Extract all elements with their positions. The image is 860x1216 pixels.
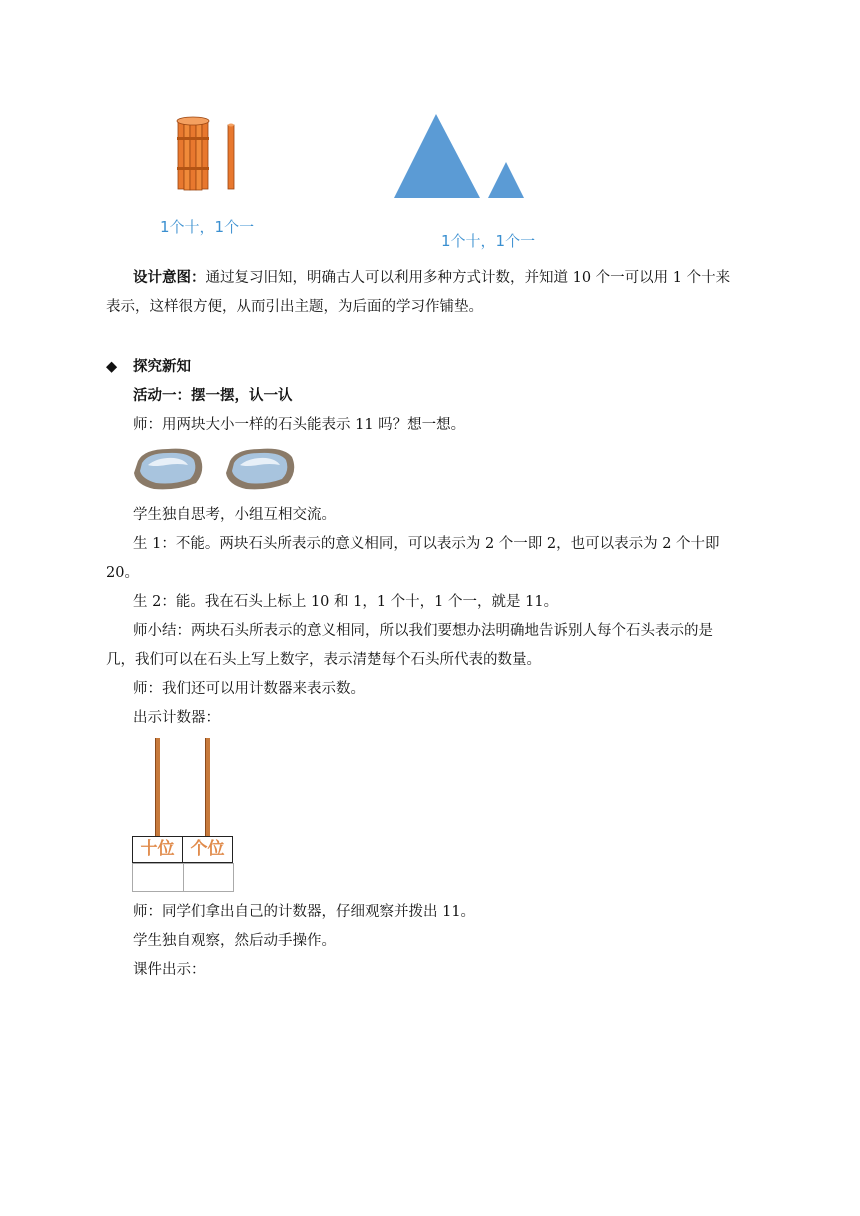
design-intent-line-1: 设计意图：通过复习旧知，明确古人可以利用多种方式计数，并知道 10 个一可以用 1 个十来 bbox=[133, 269, 731, 286]
paragraph: 学生独自思考，小组互相交流。 bbox=[133, 507, 336, 523]
paragraph: 师：用两块大小一样的石头能表示 11 吗？想一想。 bbox=[133, 417, 466, 433]
paragraph: 师：我们还可以用计数器来表示数。 bbox=[133, 681, 365, 697]
design-intent-line-2: 表示，这样很方便，从而引出主题，为后面的学习作铺垫。 bbox=[106, 299, 483, 315]
stick-bundle-icon bbox=[177, 117, 209, 190]
paragraph: 师小结：两块石头所表示的意义相同，所以我们要想办法明确地告诉别人每个石头表示的是 bbox=[133, 623, 713, 639]
activity-heading: 活动一：摆一摆，认一认 bbox=[133, 387, 293, 404]
sticks-caption: 1个十，1个一 bbox=[160, 218, 255, 236]
tens-cell bbox=[132, 863, 184, 892]
stone-icon bbox=[134, 449, 202, 490]
stone-icon bbox=[226, 449, 294, 490]
triangles-figure bbox=[392, 112, 532, 202]
large-triangle-icon bbox=[394, 114, 480, 198]
paragraph: 师：同学们拿出自己的计数器，仔细观察并拨出 11。 bbox=[133, 904, 476, 920]
tens-rod bbox=[155, 738, 160, 836]
paragraph: 生 2：能。我在石头上标上 10 和 1，1 个十，1 个一，就是 11。 bbox=[133, 594, 559, 610]
paragraph: 生 1：不能。两块石头所表示的意义相同，可以表示为 2 个一即 2，也可以表示为 2 个十即 bbox=[133, 536, 720, 552]
design-intent-label: 设计意图： bbox=[133, 269, 206, 286]
paragraph: 学生独自观察，然后动手操作。 bbox=[133, 933, 336, 949]
counter-figure bbox=[132, 736, 234, 892]
single-stick-icon bbox=[228, 124, 234, 190]
paragraph: 几，我们可以在石头上写上数字，表示清楚每个石头所代表的数量。 bbox=[106, 652, 541, 668]
paragraph: 出示计数器： bbox=[133, 710, 220, 726]
stick-bundle-figure bbox=[170, 115, 240, 195]
ones-rod bbox=[205, 738, 210, 836]
ones-cell bbox=[183, 863, 234, 892]
section-heading: 探究新知 bbox=[133, 358, 191, 375]
small-triangle-icon bbox=[488, 162, 524, 198]
section-bullet-icon: ◆ bbox=[106, 358, 118, 375]
stones-figure bbox=[130, 443, 300, 493]
tens-label: 十位 bbox=[132, 836, 183, 863]
ones-label: 个位 bbox=[182, 836, 233, 863]
triangles-caption: 1个十，1个一 bbox=[441, 232, 536, 250]
paragraph: 课件出示： bbox=[133, 962, 206, 978]
paragraph: 20。 bbox=[106, 565, 139, 581]
